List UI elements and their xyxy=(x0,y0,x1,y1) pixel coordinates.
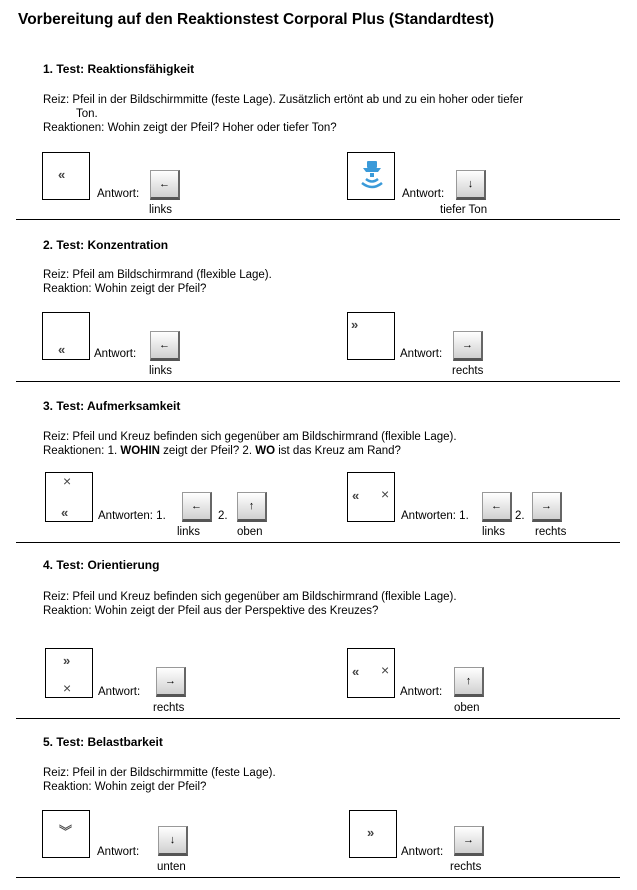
answer-label: Antwort: xyxy=(402,188,445,200)
stimulus-screen xyxy=(347,472,395,522)
answer-number-2: 2. xyxy=(218,510,228,522)
answer-label: Antwort: xyxy=(400,348,443,360)
chevron-down-icon: ︾ xyxy=(59,824,73,839)
arrow-key-right xyxy=(453,331,483,361)
stimulus-screen xyxy=(349,810,397,858)
arrow-key-down xyxy=(456,170,486,200)
answer-label: Antwort: xyxy=(97,846,140,858)
chevron-right-icon: » xyxy=(351,317,359,332)
chevron-right-icon: » xyxy=(367,825,375,840)
answer-caption: rechts xyxy=(452,365,484,377)
arrow-key-left xyxy=(150,331,180,361)
stimulus-screen xyxy=(347,312,395,360)
divider xyxy=(16,718,620,719)
section-3-stimulus: Reiz: Pfeil und Kreuz befinden sich gegenüber am Bildschirmrand (flexible Lage). Reaktionen: 1. WOHIN zeigt der Pfeil? 2. WO ist das Kreuz am Rand? xyxy=(43,431,457,457)
section-5-heading: 5. Test: Belastbarkeit xyxy=(43,735,163,749)
chevron-right-icon: » xyxy=(63,653,71,668)
divider xyxy=(16,219,620,220)
page-title: Vorbereitung auf den Reaktionstest Corporal Plus (Standardtest) xyxy=(18,11,494,28)
stimulus-screen xyxy=(42,810,90,858)
arrow-key-right xyxy=(532,492,562,522)
answer-number-2: 2. xyxy=(515,510,525,522)
cross-icon: × xyxy=(381,486,390,502)
answer-caption: rechts xyxy=(450,861,482,873)
stimulus-screen xyxy=(347,648,395,698)
chevron-left-icon: « xyxy=(352,664,360,679)
arrow-key-left xyxy=(150,170,180,200)
section-4-heading: 4. Test: Orientierung xyxy=(43,558,160,572)
section-2-stimulus: Reiz: Pfeil am Bildschirmrand (flexible Lage). Reaktion: Wohin zeigt der Pfeil? xyxy=(43,269,272,295)
stimulus-screen xyxy=(42,152,90,200)
arrow-down-icon: ↓ xyxy=(169,834,176,846)
answer-label: Antwort: xyxy=(401,846,444,858)
arrow-key-right xyxy=(454,826,484,856)
answer-caption: links xyxy=(149,365,173,377)
section-1-heading: 1. Test: Reaktionsfähigkeit xyxy=(43,62,195,76)
cross-icon: × xyxy=(381,662,390,678)
answer-caption: tiefer Ton xyxy=(440,204,488,216)
answer-caption: links xyxy=(149,204,173,216)
arrow-left-icon: ← xyxy=(191,500,202,512)
arrow-key-right xyxy=(156,667,186,697)
answer-caption: links xyxy=(177,526,201,538)
answer-caption: rechts xyxy=(535,526,567,538)
answer-label: Antwort: xyxy=(400,686,443,698)
chevron-left-icon: « xyxy=(352,488,360,503)
arrow-up-icon: ↑ xyxy=(465,675,472,687)
arrow-key-up xyxy=(237,492,267,522)
arrow-key-down xyxy=(158,826,188,856)
chevron-left-icon: « xyxy=(58,167,66,182)
section-5-stimulus: Reiz: Pfeil in der Bildschirmmitte (feste Lage). Reaktion: Wohin zeigt der Pfeil? xyxy=(43,767,276,793)
divider xyxy=(16,877,620,878)
arrow-right-icon: → xyxy=(462,339,473,351)
stimulus-screen xyxy=(42,312,90,360)
answer-caption: oben xyxy=(454,702,480,714)
cross-icon: × xyxy=(63,680,72,696)
arrow-down-icon: ↓ xyxy=(467,178,474,190)
chevron-left-icon: « xyxy=(61,505,69,520)
arrow-right-icon: → xyxy=(541,500,552,512)
divider xyxy=(16,542,620,543)
answer-caption: oben xyxy=(237,526,263,538)
answer-caption: rechts xyxy=(153,702,185,714)
section-2-heading: 2. Test: Konzentration xyxy=(43,238,169,252)
chevron-left-icon: « xyxy=(58,342,66,357)
arrow-right-icon: → xyxy=(463,834,474,846)
divider xyxy=(16,381,620,382)
answer-label: Antworten: 1. xyxy=(401,510,469,522)
answer-label: Antwort: xyxy=(94,348,137,360)
arrow-key-left xyxy=(182,492,212,522)
arrow-left-icon: ← xyxy=(159,339,170,351)
speaker-icon xyxy=(360,159,384,193)
stimulus-screen-sound xyxy=(347,152,395,200)
section-3-heading: 3. Test: Aufmerksamkeit xyxy=(43,399,181,413)
answer-caption: links xyxy=(482,526,506,538)
section-4-stimulus: Reiz: Pfeil und Kreuz befinden sich gegenüber am Bildschirmrand (flexible Lage). Reaktion: Wohin zeigt der Pfeil aus der Perspektive des Kreuzes? xyxy=(43,591,457,617)
arrow-left-icon: ← xyxy=(491,500,502,512)
arrow-key-up xyxy=(454,667,484,697)
cross-icon: × xyxy=(63,473,72,489)
answer-label: Antworten: 1. xyxy=(98,510,166,522)
section-1-stimulus: Reiz: Pfeil in der Bildschirmmitte (feste Lage). Zusätzlich ertönt ab und zu ein hoher oder tiefer Ton. Reaktionen: Wohin zeigt der Pfeil? Hoher oder tiefer Ton? xyxy=(43,94,524,134)
answer-label: Antwort: xyxy=(97,188,140,200)
stimulus-screen xyxy=(45,648,93,698)
arrow-key-left xyxy=(482,492,512,522)
arrow-up-icon: ↑ xyxy=(248,500,255,512)
stimulus-screen xyxy=(45,472,93,522)
arrow-left-icon: ← xyxy=(159,178,170,190)
answer-label: Antwort: xyxy=(98,686,141,698)
arrow-right-icon: → xyxy=(165,675,176,687)
answer-caption: unten xyxy=(157,861,186,873)
